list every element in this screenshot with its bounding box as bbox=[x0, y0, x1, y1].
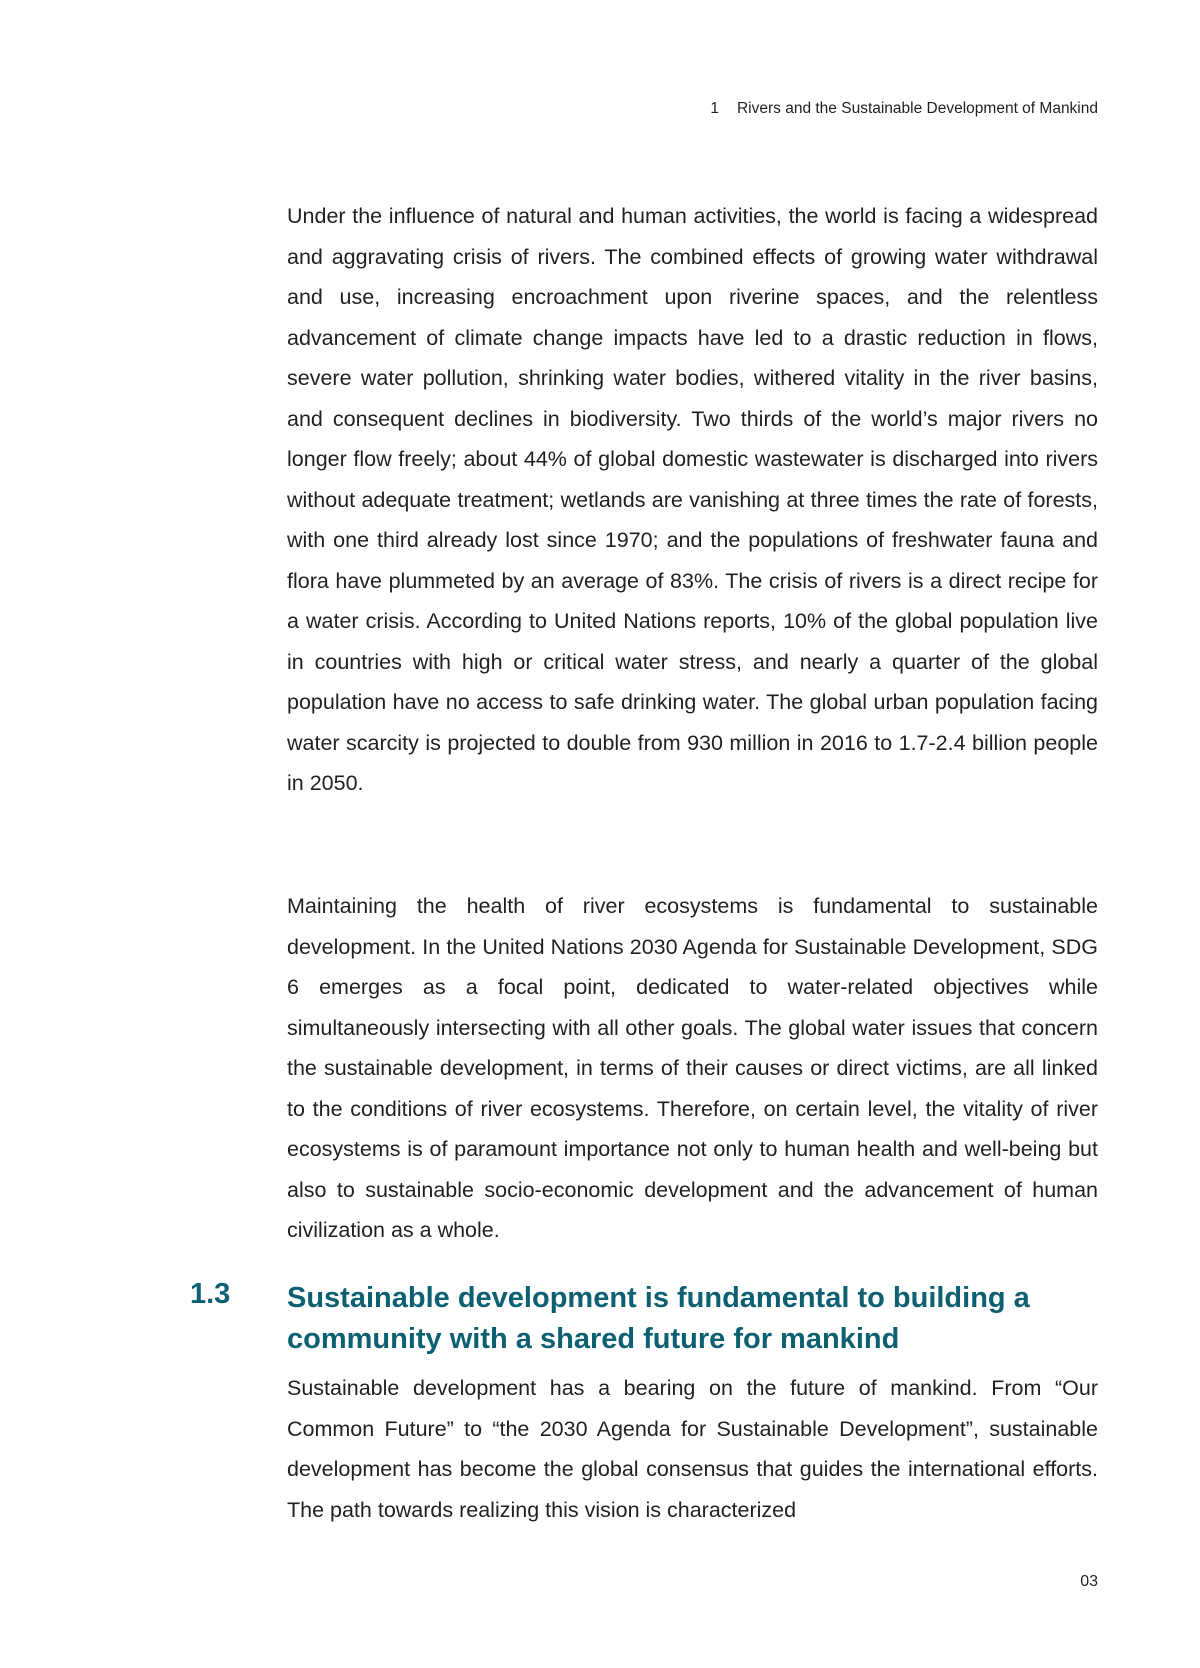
chapter-title: Rivers and the Sustainable Development of Mankind bbox=[736, 100, 1098, 117]
paragraph-1 bbox=[287, 196, 1098, 804]
paragraph-text: Maintaining the health of river ecosystems is fundamental to sustainable development. In the United Nations 2030 Agenda for Sustainable Development, SDG 6 emerges as a focal point, dedicated to water-related objectives while simultaneously intersecting with all other goals. The global water issues that concern the sustainable development, in terms of their causes or direct victims, are all linked to the conditions of river ecosystems. Therefore, on certain level, the vitality of river ecosystems is of paramount importance not only to human health and well-being but also to sustainable socio-economic development and the advancement of human civilization as a whole. bbox=[287, 894, 1098, 1242]
paragraph-3 bbox=[287, 1368, 1098, 1530]
section-number: 1.3 bbox=[190, 1278, 231, 1310]
running-header bbox=[0, 100, 1098, 118]
paragraph-text: Under the influence of natural and human activities, the world is facing a widespread and aggravating crisis of rivers. The combined effects of growing water withdrawal and use, increasing encroachment upon riverine spaces, and the relentless advancement of climate change impacts have led to a drastic reduction in flows, severe water pollution, shrinking water bodies, withered vitality in the river basins, and consequent declines in biodiversity. Two thirds of the world’s major rivers no longer flow freely; about 44% of global domestic wastewater is discharged into rivers without adequate treatment; wetlands are vanishing at three times the rate of forests, with one third already lost since 1970; and the populations of freshwater fauna and flora have plummeted by an average of 83%. The crisis of rivers is a direct recipe for a water crisis. According to United Nations reports, 10% of the global population live in countries with high or critical water stress, and nearly a quarter of the global population have no access to safe drinking water. The global urban population facing water scarcity is projected to double from 930 million in 2016 to 1.7-2.4 billion people in 2050. bbox=[287, 204, 1098, 795]
page-number: 03 bbox=[1080, 1573, 1098, 1590]
paragraph-2 bbox=[287, 886, 1098, 1251]
section-title: Sustainable development is fundamental to building a community with a shared future for mankind bbox=[287, 1282, 1030, 1355]
chapter-number: 1 bbox=[710, 100, 719, 117]
paragraph-text: Sustainable development has a bearing on the future of mankind. From “Our Common Future” to “the 2030 Agenda for Sustainable Development”, sustainable development has become the global consensus that guides the international efforts. The path towards realizing this vision is characterized bbox=[287, 1376, 1098, 1522]
